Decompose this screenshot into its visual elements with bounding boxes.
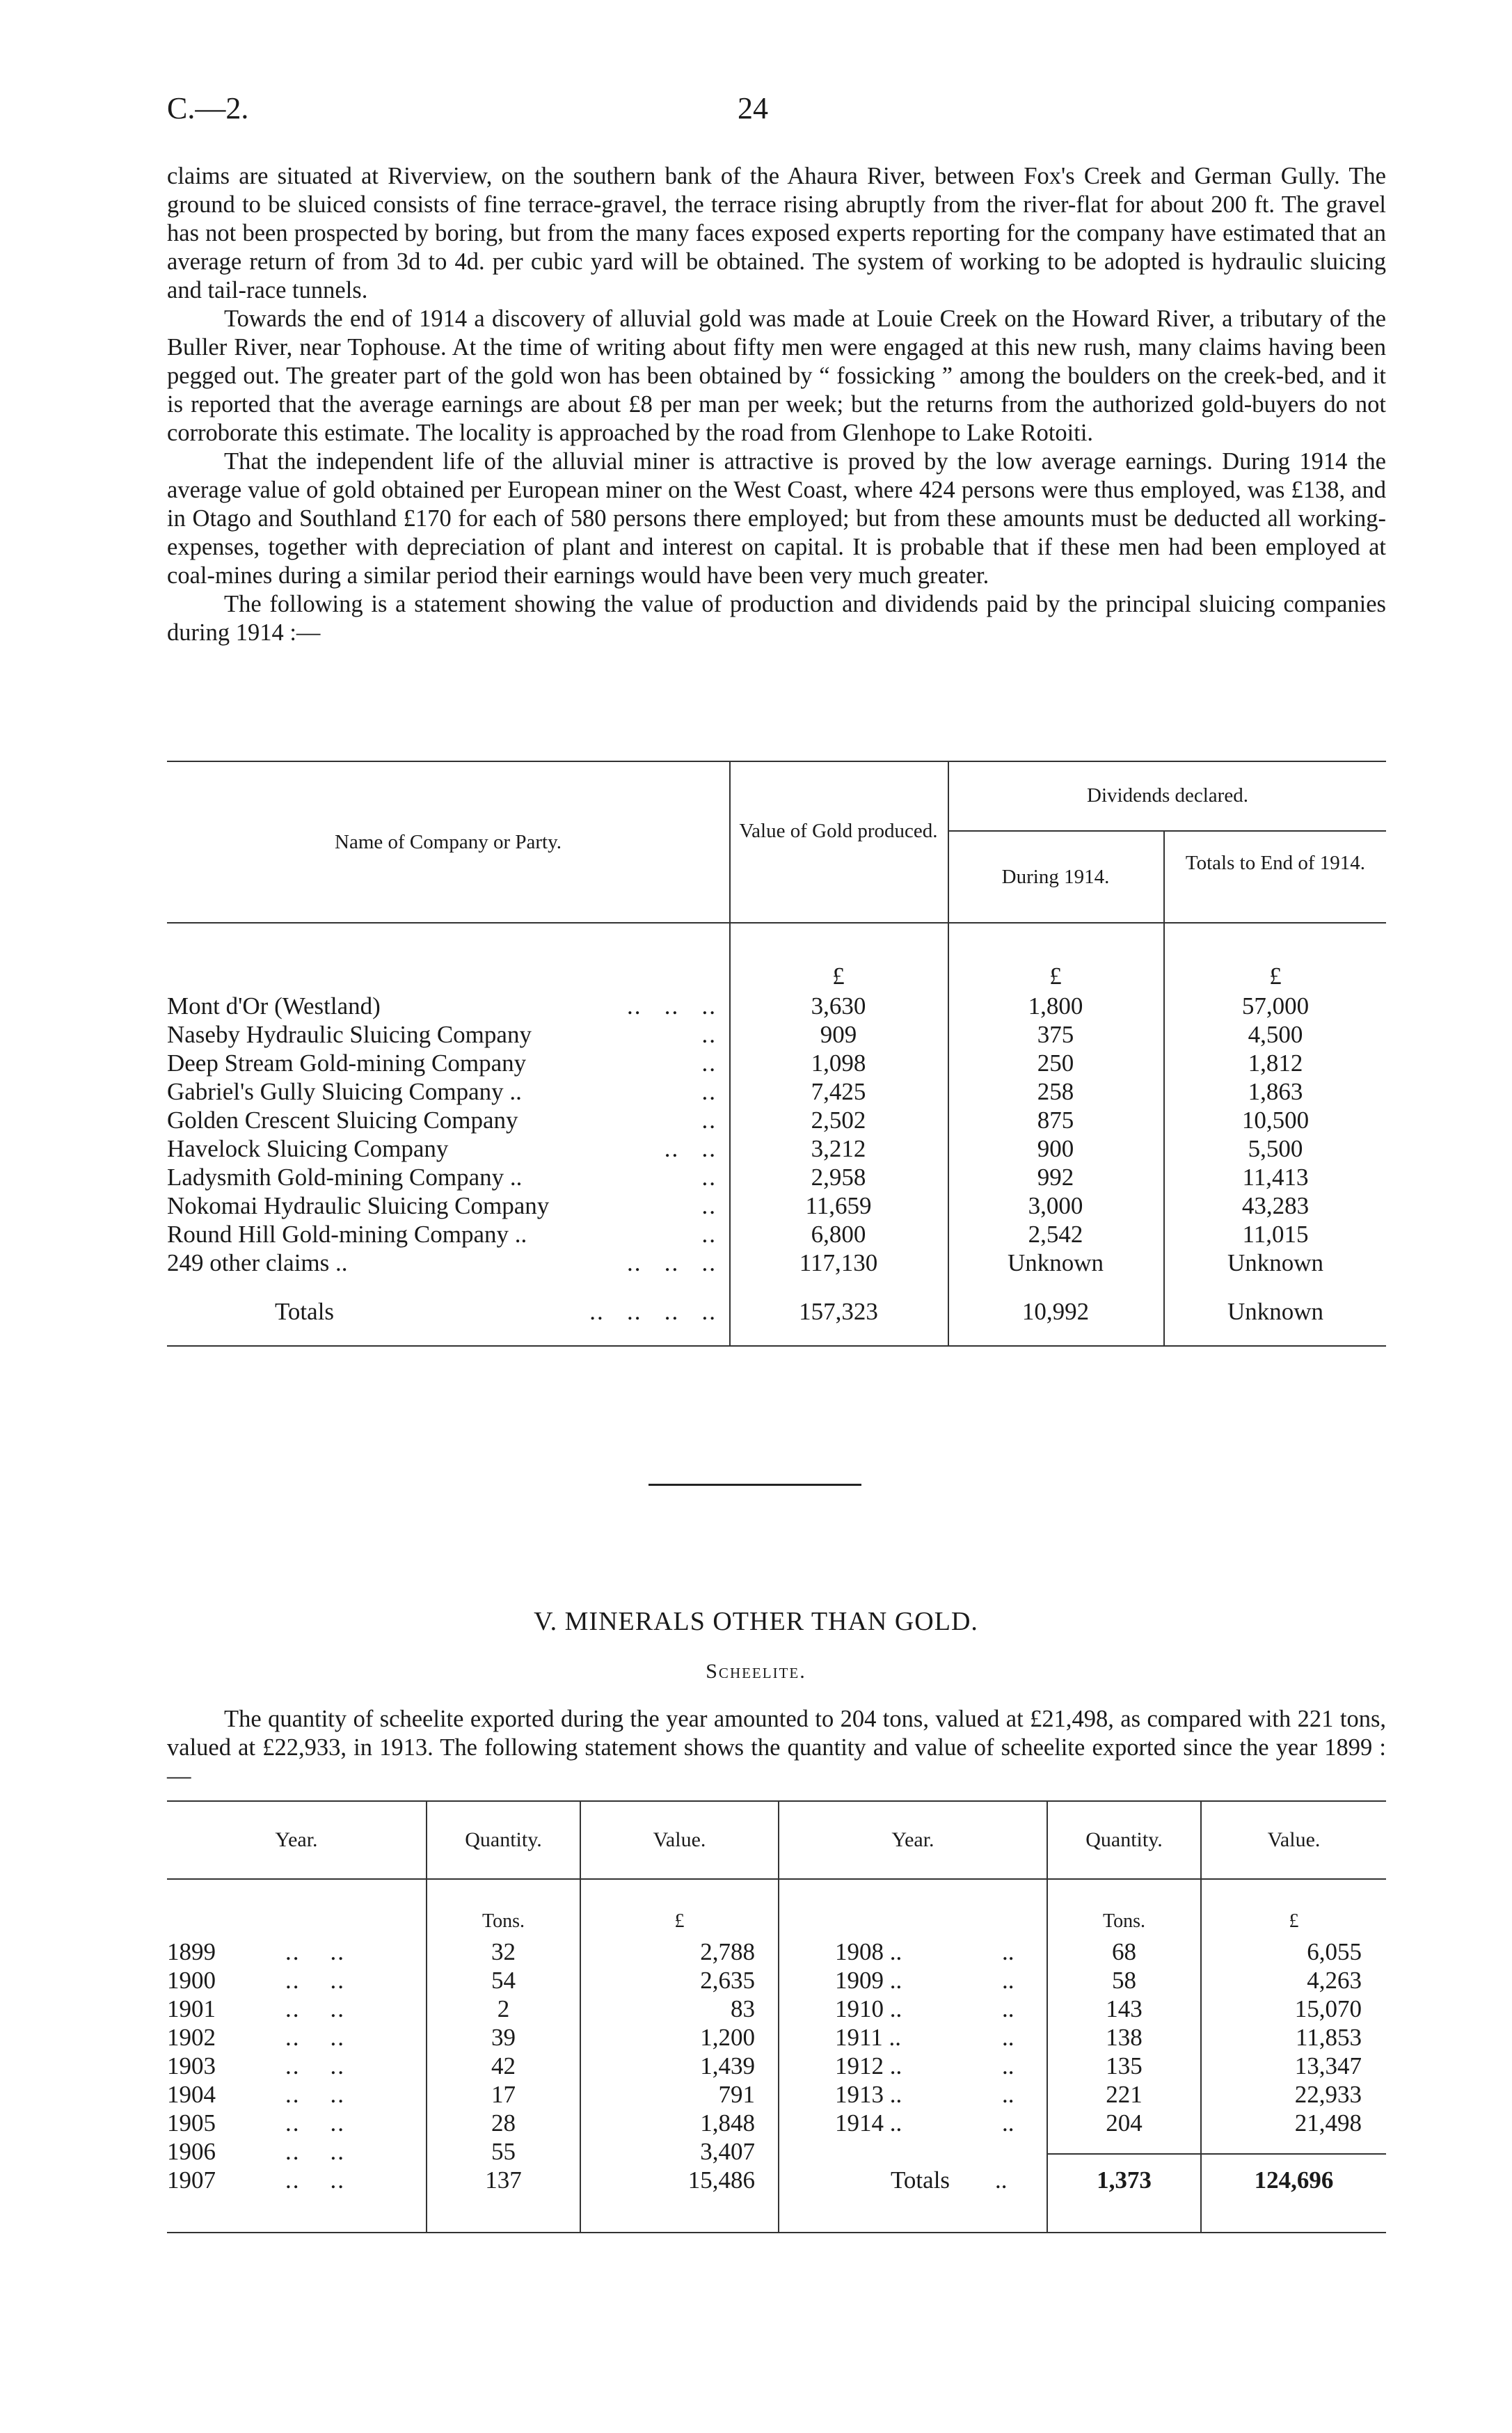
quantity-cell: 221 — [1106, 2081, 1143, 2108]
table-row — [167, 1107, 1386, 1135]
gold-value: 3,630 — [811, 992, 866, 1020]
leader-dots: .. — [1002, 1938, 1014, 1965]
leader-dots: .. .. — [664, 1135, 717, 1162]
dividend-total: 5,500 — [1248, 1135, 1303, 1162]
year-cell: 1902 — [167, 2024, 216, 2051]
quantity-cell: 2 — [497, 1995, 510, 2022]
totals-during: 10,992 — [1021, 1298, 1090, 1325]
quantity-cell: 28 — [491, 2109, 516, 2137]
column-header-value: Value. — [653, 1828, 706, 1851]
year-cell: 1908 .. — [835, 1938, 902, 1965]
value-cell: 83 — [731, 1995, 755, 2022]
leader-dots: .. — [1002, 1995, 1014, 2022]
dividend-total: 11,413 — [1242, 1164, 1309, 1191]
company-name: Naseby Hydraulic Sluicing Company — [167, 1021, 532, 1048]
body-text — [167, 162, 1386, 647]
dividend-1914: 875 — [1037, 1107, 1074, 1134]
leader-dots: .. .. — [285, 2052, 345, 2079]
paragraph: claims are situated at Riverview, on the southern bank of the Ahaura River, between Fox's Creek and German Gully. The ground to be sluiced consists of fine terrace-gravel, the terrace rising abruptly from the river-flat for about 200 ft. The gravel has not been prospected by boring, but from the many faces exposed experts reporting for the company have estimated that an average return of from 3d to 4d. per cubic yard will be obtained. The system of working to be adopted is hydraulic sluicing and tail-race tunnels. — [167, 163, 1386, 303]
totals-quantity: 1,373 — [1097, 2166, 1152, 2194]
section-divider — [648, 1484, 861, 1486]
unit-label: £ — [1289, 1910, 1299, 1932]
table-rule — [167, 1800, 1386, 1802]
leader-dots: .. .. — [285, 2166, 345, 2194]
totals-value: 124,696 — [1254, 2166, 1334, 2194]
value-cell: 4,263 — [1307, 1967, 1362, 1994]
year-cell: 1906 — [167, 2138, 216, 2165]
table-row — [167, 1049, 1386, 1078]
totals-label: Totals — [275, 1298, 335, 1325]
value-cell: 1,848 — [700, 2109, 755, 2137]
column-header-year: Year. — [891, 1828, 934, 1851]
quantity-cell: 17 — [491, 2081, 516, 2108]
leader-dots: .. — [1002, 2109, 1014, 2137]
year-cell: 1912 .. — [835, 2052, 902, 2079]
company-name: Golden Crescent Sluicing Company — [167, 1107, 518, 1134]
dividend-1914: 900 — [1037, 1135, 1074, 1162]
dividend-1914: 250 — [1037, 1049, 1074, 1077]
quantity-cell: 58 — [1112, 1967, 1136, 1994]
gold-value: 117,130 — [799, 1249, 878, 1276]
company-name: Round Hill Gold-mining Company .. — [167, 1221, 527, 1248]
value-cell: 6,055 — [1307, 1938, 1362, 1965]
year-cell: 1900 — [167, 1967, 216, 1994]
column-header-value: Value of Gold produced. — [739, 820, 938, 842]
leader-dots: .. .. .. .. — [589, 1298, 717, 1325]
dividend-1914: 1,800 — [1028, 992, 1083, 1020]
page-number: 24 — [738, 91, 768, 125]
dividend-1914: 3,000 — [1028, 1192, 1083, 1219]
leader-dots: .. — [701, 1107, 717, 1134]
table-row — [167, 1021, 1386, 1049]
year-cell: 1901 — [167, 1995, 216, 2022]
column-header-totals: Totals to End of 1914. — [1185, 852, 1366, 874]
gold-value: 1,098 — [811, 1049, 866, 1077]
value-cell: 15,486 — [687, 2166, 755, 2194]
leader-dots: .. .. — [285, 1995, 345, 2022]
leader-dots: .. — [1002, 2052, 1014, 2079]
column-header-quantity: Quantity. — [465, 1828, 542, 1851]
gold-value: 11,659 — [805, 1192, 872, 1219]
quantity-cell: 54 — [491, 1967, 516, 1994]
leader-dots: .. .. — [285, 2138, 345, 2165]
quantity-cell: 55 — [491, 2138, 516, 2165]
gold-value: 6,800 — [811, 1221, 866, 1248]
year-cell: 1903 — [167, 2052, 216, 2079]
dividend-total: 1,812 — [1248, 1049, 1303, 1077]
company-name: Gabriel's Gully Sluicing Company .. — [167, 1078, 522, 1105]
leader-dots: .. — [1002, 1967, 1014, 1994]
currency-symbol: £ — [1269, 962, 1282, 990]
quantity-cell: 204 — [1106, 2109, 1143, 2137]
dividend-1914: 2,542 — [1028, 1221, 1083, 1248]
paragraph: That the independent life of the alluvial miner is attractive is proved by the low average earnings. During 1914 the average value of gold obtained per European miner on the West Coast, where 424 persons were thus employed, was £138, and in Otago and Southland £170 for each of 580 persons there employed; but from these amounts must be deducted all working-expenses, together with depreciation of plant and interest on capital. It is probable that if these men had been employed at coal-mines during a similar period their earnings would have been very much greater. — [167, 448, 1386, 589]
paragraph: The following is a statement showing the value of production and dividends paid by the principal sluicing companies during 1914 :— — [167, 591, 1386, 646]
dividend-total: 11,015 — [1242, 1221, 1309, 1248]
totals-row — [167, 1298, 1386, 1326]
quantity-cell: 32 — [491, 1938, 516, 1965]
table-rule — [1047, 2153, 1386, 2155]
table-row — [167, 1249, 1386, 1278]
value-cell: 15,070 — [1294, 1995, 1362, 2022]
leader-dots: .. .. — [285, 1938, 345, 1965]
section-subtitle: Scheelite. — [706, 1660, 806, 1683]
dividend-total: 43,283 — [1241, 1192, 1310, 1219]
quantity-cell: 143 — [1106, 1995, 1143, 2022]
currency-row — [167, 962, 1386, 991]
paragraph: Towards the end of 1914 a discovery of alluvial gold was made at Louie Creek on the Howard River, a tributary of the Buller River, near Tophouse. At the time of writing about fifty men were engaged at this new rush, many claims having been pegged out. The greater part of the gold won has been obtained by “ fossicking ” among the boulders on the creek-bed, and it is reported that the average earnings are about £8 per man per week; but the returns from the authorized gold-buyers do not corroborate this estimate. The locality is approached by the road from Glenhope to Lake Rotoiti. — [167, 306, 1386, 446]
totals-total: Unknown — [1227, 1298, 1324, 1325]
year-cell: 1907 — [167, 2166, 216, 2194]
leader-dots: .. .. — [285, 2081, 345, 2108]
gold-value: 2,958 — [811, 1164, 866, 1191]
quantity-cell: 138 — [1106, 2024, 1143, 2051]
totals-value: 157,323 — [799, 1298, 878, 1325]
dividend-1914: 375 — [1037, 1021, 1074, 1048]
body-text — [167, 1705, 1386, 1791]
company-name: Nokomai Hydraulic Sluicing Company — [167, 1192, 550, 1219]
unit-label: Tons. — [482, 1910, 525, 1932]
totals-label: Totals — [891, 2166, 950, 2194]
gold-value: 3,212 — [811, 1135, 866, 1162]
table-rule — [167, 2232, 1386, 2233]
table-rule — [167, 1345, 1386, 1347]
leader-dots: .. .. .. — [627, 1249, 717, 1276]
value-cell: 3,407 — [700, 2138, 755, 2165]
quantity-cell: 68 — [1112, 1938, 1136, 1965]
company-name: Deep Stream Gold-mining Company — [167, 1049, 527, 1077]
quantity-cell: 42 — [491, 2052, 516, 2079]
value-cell: 791 — [718, 2081, 755, 2108]
value-cell: 2,788 — [700, 1938, 755, 1965]
year-cell: 1914 .. — [835, 2109, 902, 2137]
dividend-1914: 992 — [1037, 1164, 1074, 1191]
table-rule — [167, 922, 1386, 924]
section-title: V. MINERALS OTHER THAN GOLD. — [534, 1607, 978, 1636]
year-cell: 1905 — [167, 2109, 216, 2137]
leader-dots: .. — [701, 1078, 717, 1105]
paragraph: The quantity of scheelite exported during the year amounted to 204 tons, valued at £21,498, as compared with 221 tons, valued at £22,933, in 1913. The following statement shows the quantity and value of scheelite exported since the year 1899 :— — [167, 1706, 1386, 1789]
quantity-cell: 135 — [1106, 2052, 1143, 2079]
quantity-cell: 137 — [485, 2166, 522, 2194]
leader-dots: .. — [701, 1192, 717, 1219]
value-cell: 1,200 — [700, 2024, 755, 2051]
leader-dots: .. .. — [285, 2024, 345, 2051]
leader-dots: .. — [701, 1049, 717, 1077]
leader-dots: .. .. — [285, 1967, 345, 1994]
leader-dots: .. — [1002, 2024, 1014, 2051]
leader-dots: .. — [701, 1221, 717, 1248]
table-row — [167, 1164, 1386, 1192]
leader-dots: .. — [701, 1164, 717, 1191]
value-cell: 21,498 — [1294, 2109, 1362, 2137]
leader-dots: .. — [995, 2166, 1008, 2194]
table-row — [167, 1078, 1386, 1107]
value-cell: 13,347 — [1294, 2052, 1362, 2079]
value-cell: 22,933 — [1294, 2081, 1362, 2108]
value-cell: 11,853 — [1296, 2024, 1362, 2051]
unit-label: £ — [674, 1910, 685, 1932]
column-header-dividends: Dividends declared. — [1087, 784, 1248, 807]
value-cell: 2,635 — [700, 1967, 755, 1994]
year-cell: 1910 .. — [835, 1995, 902, 2022]
company-name: Ladysmith Gold-mining Company .. — [167, 1164, 523, 1191]
table-row — [167, 1135, 1386, 1164]
dividend-total: 1,863 — [1248, 1078, 1303, 1105]
table-divider — [778, 1800, 779, 2232]
dividend-1914: Unknown — [1007, 1249, 1104, 1276]
leader-dots: .. — [701, 1021, 717, 1048]
leader-dots: .. .. — [285, 2109, 345, 2137]
column-header-year: Year. — [275, 1828, 318, 1851]
company-name: 249 other claims .. — [167, 1249, 348, 1276]
year-cell: 1913 .. — [835, 2081, 902, 2108]
year-cell: 1911 .. — [835, 2024, 901, 2051]
column-header-quantity: Quantity. — [1085, 1828, 1163, 1851]
currency-symbol: £ — [1049, 962, 1062, 990]
column-header-name: Name of Company or Party. — [335, 831, 562, 853]
dividend-total: 10,500 — [1241, 1107, 1310, 1134]
year-cell: 1899 — [167, 1938, 216, 1965]
sluicing-companies-table — [167, 761, 1386, 1366]
leader-dots: .. .. .. — [627, 992, 717, 1020]
dividend-total: 57,000 — [1241, 992, 1310, 1020]
document-code: C.—2. — [167, 91, 249, 125]
quantity-cell: 39 — [491, 2024, 516, 2051]
dividend-1914: 258 — [1037, 1078, 1074, 1105]
leader-dots: .. — [1002, 2081, 1014, 2108]
currency-symbol: £ — [832, 962, 845, 990]
table-rule — [948, 830, 1386, 832]
table-rule — [167, 761, 1386, 762]
gold-value: 909 — [820, 1021, 857, 1048]
gold-value: 7,425 — [811, 1078, 866, 1105]
column-header-during: During 1914. — [1001, 866, 1110, 888]
table-rule — [167, 1878, 1386, 1880]
unit-label: Tons. — [1102, 1910, 1146, 1932]
year-cell: 1904 — [167, 2081, 216, 2108]
value-cell: 1,439 — [700, 2052, 755, 2079]
table-row — [167, 1221, 1386, 1249]
column-header-value: Value. — [1267, 1828, 1321, 1851]
year-cell: 1909 .. — [835, 1967, 902, 1994]
dividend-total: Unknown — [1227, 1249, 1324, 1276]
scheelite-exports-table — [167, 1800, 1386, 2239]
company-name: Mont d'Or (Westland) — [167, 992, 381, 1020]
dividend-total: 4,500 — [1248, 1021, 1303, 1048]
company-name: Havelock Sluicing Company — [167, 1135, 449, 1162]
gold-value: 2,502 — [811, 1107, 866, 1134]
table-row — [167, 1192, 1386, 1221]
table-row — [167, 992, 1386, 1021]
